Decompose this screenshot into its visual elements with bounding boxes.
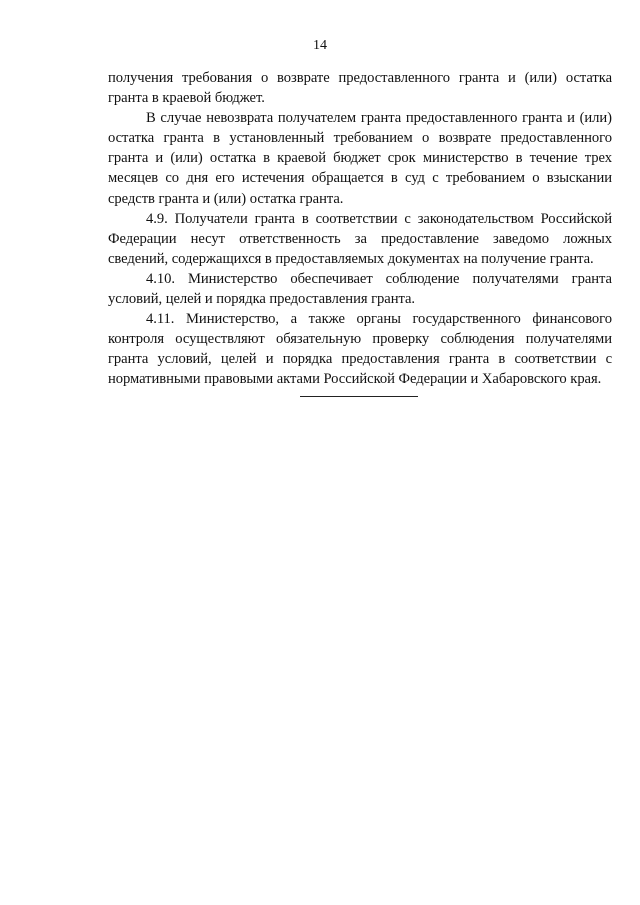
paragraph-grant-nonreturn: В случае невозврата получателем гранта предоставленного гранта и (или) остатка гранта в установленный требованием о возврате предоставленного гранта и (или) остатка в краевой бюджет срок министерство в течение трех месяцев со дня его истечения обращается в суд с требованием о взыскании средств гранта и (или) остатка гранта. [108,110,612,207]
document-body [108,68,612,390]
paragraph-4-11: 4.11. Министерство, а также органы государственного финансового контроля осуществляют обязательную проверку соблюдения получателями гранта условий, целей и порядка предоставления гранта в соответствии с нормативными правовыми актами Российской Федерации и Хабаровского края. [108,311,612,388]
paragraph-4-9: 4.9. Получатели гранта в соответствии с законодательством Российской Федерации несут ответственность за предоставление заведомо ложных сведений, содержащихся в предоставляемых документах на получение гранта. [108,210,612,267]
end-of-document-line [300,396,418,397]
paragraph-4-10: 4.10. Министерство обеспечивает соблюдение получателями гранта условий, целей и порядка предоставления гранта. [108,270,612,308]
paragraph-continuation: получения требования о возврате предоставленного гранта и (или) остатка гранта в краевой бюджет. [108,70,612,107]
page-number: 14 [313,38,327,53]
